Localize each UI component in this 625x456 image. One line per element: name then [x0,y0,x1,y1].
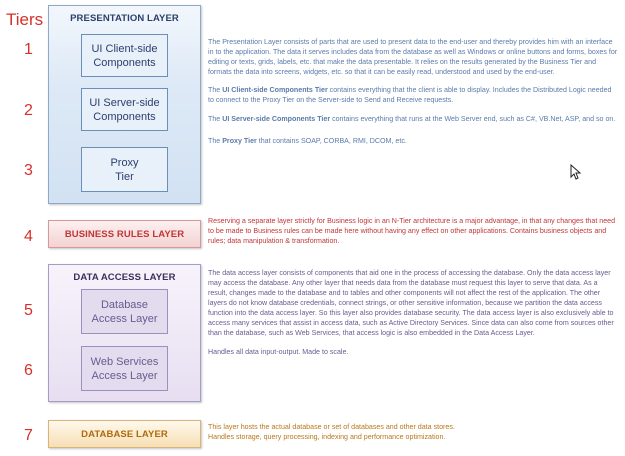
tier-number-3: 3 [24,162,33,179]
database-description [208,422,618,442]
data-access-layer-title: DATA ACCESS LAYER [73,272,176,283]
presentation-layer-title: PRESENTATION LAYER [70,13,179,24]
data-access-scale-text: Handles all data input-output. Made to scale. [208,348,349,356]
database-main-text: This layer hosts the actual database or set of databases and other data stores. [208,423,455,431]
tier-number-2: 2 [24,102,33,119]
data-access-main-text: The data access layer consists of components that aid one in the process of accessing the database. Only the data access layer may access the database. Any other layer that needs data from the database must request this layer to serve that data. As a result, changes made to the database and to tables and other components will not affect the rest of the application. The other layers do not know database credentials, connect strings, or other sensitive information, because we partition the data access function into the data access layer. So this layer also provides database security. The data access layer is also exclusively able to access many services that assist in access data, such as Active Directory Services. Since data can also come from sources other than the database, such as Web Services, that access logic is also embedded in the Data Access Layer. [208,269,614,337]
tier-number-5: 5 [24,302,33,319]
data-access-description [208,268,618,357]
client-side-tier-name: UI Client-side Components Tier [222,86,328,94]
server-side-prefix: The [208,115,223,123]
mouse-cursor-icon [570,164,582,180]
tier-number-7: 7 [24,427,33,444]
web-services-access-layer-box [81,346,168,391]
business-rules-description: Reserving a separate layer strictly for Business logic in an N-Tier architecture is a major advantage, in that any changes that need to be made to Business rules can be made here without having any effect on other applications. Contains business objects and rules; data manipulation & transformation. [208,217,616,245]
data-access-layer [48,264,201,402]
tiers-heading: Tiers [6,10,44,29]
business-rules-layer [48,220,201,248]
proxy-description [208,136,618,146]
proxy-tier-box [81,147,168,192]
tier-number-1: 1 [24,41,33,58]
proxy-tier-label: Proxy Tier [110,156,139,183]
client-side-description [208,85,618,105]
ui-client-side-components-box [81,34,168,77]
database-access-layer-label: Database Access Layer [91,298,158,325]
server-side-tier-name: UI Server-side Components Tier [222,115,331,123]
proxy-tier-name: Proxy Tier [222,137,257,145]
presentation-description [208,37,618,146]
client-side-prefix: The [208,86,223,94]
proxy-prefix: The [208,137,223,145]
database-layer [48,420,201,448]
ui-server-side-components-label: UI Server-side Components [89,96,160,123]
database-layer-title: DATABASE LAYER [81,429,168,440]
presentation-layer [48,5,201,204]
server-side-description [208,114,618,124]
ui-server-side-components-box [81,88,168,131]
presentation-intro-text: The Presentation Layer consists of parts that are used to present data to the end-user and thereby provides him with an interface in to the application. The data it serves includes data from the database as well as Windows or online buttons and forms, boxes for editing or texts, grids, labels, etc. that make the data presentable. It relies on the results generated by the Business Tier and formats the data into screens, widgets, etc. so that it can be easily read, understood and used by the end-user. [208,38,618,76]
business-rules-layer-title: BUSINESS RULES LAYER [64,229,185,240]
database-storage-text: Handles storage, query processing, indexing and performance optimization. [208,433,446,441]
tier-number-6: 6 [24,362,33,379]
proxy-text: that contains SOAP, CORBA, RMI, DCOM, etc. [256,137,407,145]
tier-number-4: 4 [24,228,33,245]
database-access-layer-box [81,289,168,334]
ui-client-side-components-label: UI Client-side Components [91,42,158,69]
server-side-text: contains everything that runs at the Web Server end, such as C#, VB.Net, ASP, and so on. [330,115,616,123]
web-services-access-layer-label: Web Services Access Layer [90,355,159,382]
client-side-text: contains everything that the client is able to display. Includes the Distributed Logic needed to connect to the Proxy Tier on the Server-side to Send and Receive requests. [208,86,612,104]
